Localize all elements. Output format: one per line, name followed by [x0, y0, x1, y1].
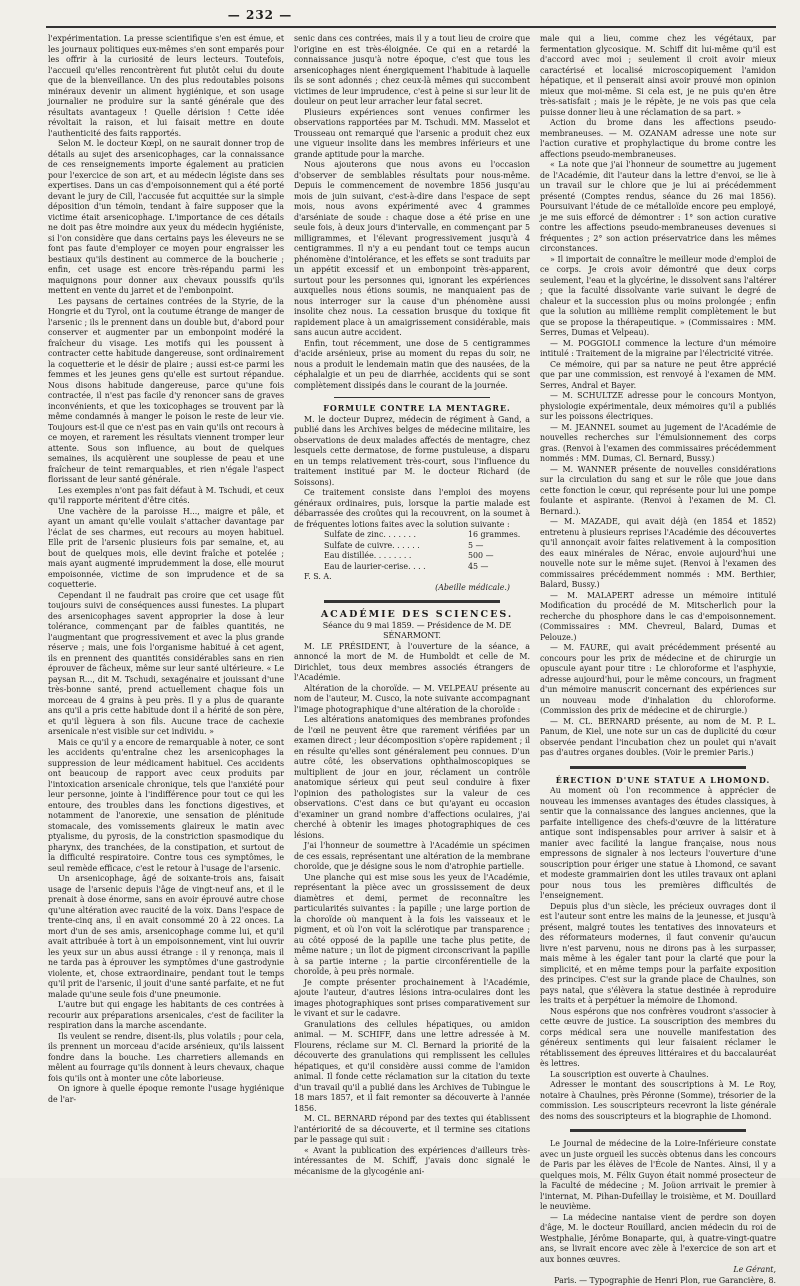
paragraph: Enfin, tout récemment, une dose de 5 centigrammes d'acide arsénieux, prise au moment du repas du soir, ne nous a produit le lendemain matin que des nausées, de la céphalalgie et un peu de diarrhée, accidents qui se sont complètement dissipés dans le courant de la journée. [294, 339, 530, 392]
recipe-row [294, 562, 530, 573]
paragraph: — M. SCHULTZE adresse pour le concours Montyon, physiologie expérimentale, deux mémoires qu'il a publiés sur les poissons électriques. [540, 391, 776, 423]
recipe-ingredient: Eau de laurier-cerise. . . . [324, 562, 426, 573]
paragraph: Selon M. le docteur Kœpl, on ne saurait donner trop de détails au sujet des arsenicophages, car la connaissance de ces renseignements importe également au praticien pour l'exercice de son art, et au médecin légiste dans ses expertises. Dans un cas d'empoisonnement qui a été porté devant le jury de Cill, l'accusée fut acquittée sur la simple déposition d'un témoin, tendant à faire supposer que la victime était arsenicophage. L'importance de ces détails ne doit pas être moindre aux yeux du médecin hygiéniste, si l'on considère que dans certains pays les éleveurs ne se font pas faute d'employer ce moyen pour engraisser les bestiaux qu'ils destinent au commerce de la boucherie ; enfin, cet usage est encore très-répandu parmi les maquignons pour donner aux chevaux poussifs qu'ils mettent en vente du jarret et de l'embonpoint. [48, 139, 284, 297]
paragraph: » Il importait de connaître le meilleur mode d'emploi de ce corps. Je crois avoir démontré que deux corps seulement, l'eau et la glycérine, le dissolvent sans l'altérer ; que la faculté dissolvante varie suivant le degré de chaleur et la succession plus ou moins prolongée ; enfin que la solution au millième remplit complètement le but que se propose la thérapeutique. » (Commissaires : MM. Serres, Dumas et Velpeau). [540, 255, 776, 339]
recipe-row [294, 541, 530, 552]
paragraph: Une vachère de la paroisse H..., maigre et pâle, et ayant un amant qu'elle voulait s'attacher davantage par l'éclat de ses charmes, eut recours au moyen habituel. Elle prit de l'arsenic plusieurs fois par semaine, et, au bout de quelques mois, elle devint fraîche et potelée ; mais ayant augmenté imprudemment la dose, elle mourut empoisonnée, victime de son imprudence et de sa coquetterie. [48, 507, 284, 591]
paragraph: L'autre but qui engage les habitants de ces contrées à recourir aux préparations arsenicales, c'est de faciliter la respiration dans la marche ascendante. [48, 1000, 284, 1032]
paragraph: Le Journal de médecine de la Loire-Inférieure constate avec un juste orgueil les succès obtenus dans les concours de Paris par les élèves de l'École de Nantes. Ainsi, il y a quelques mois, M. Félix Guyon était nommé prosecteur de la Faculté de médecine ; M. Joüon arrivait le premier à l'internat, M. Pihan-Dufeillay le troisième, et M. Douillard le neuvième. [540, 1139, 776, 1213]
paragraph: — M. CL. BERNARD présente, au nom de M. P. L. Panum, de Kiel, une note sur un cas de duplicité du cœur observée pendant l'incubation chez un poulet qui n'avait pas d'autres organes doubles. (Voir le premier Paris.) [540, 717, 776, 759]
paragraph: Ce traitement consiste dans l'emploi des moyens généraux ordinaires, puis, lorsque la partie malade est débarrassée des croûtes qui la recouvrent, on la soumet à de fréquentes lotions faites avec la solution suivante : [294, 488, 530, 530]
paragraph: M. LE PRÉSIDENT, à l'ouverture de la séance, a annoncé la mort de M. de Humboldt et celle de M. Dirichlet, tous deux membres associés étrangers de l'Académie. [294, 642, 530, 684]
session-line: Séance du 9 mai 1859. — Présidence de M. DE SÉNARMONT. [294, 621, 530, 642]
imprint-line: Paris. — Typographie de Henri Plon, rue Garancière, 8. [540, 1276, 776, 1286]
paragraph: On ignore à quelle époque remonte l'usage hygiénique de l'ar- [48, 1084, 284, 1105]
recipe-ingredient: Sulfate de zinc. . . . . . . [324, 530, 416, 541]
paragraph: — M. WANNER présente de nouvelles considérations sur la circulation du sang et sur le rôle que joue dans cette fonction le cœur, qui représente pour lui une pompe foulante et aspirante. (Renvoi à l'examen de M. Cl. Bernard.). [540, 465, 776, 518]
paragraph: « La note que j'ai l'honneur de soumettre au jugement de l'Académie, dit l'auteur dans la lettre d'envoi, se lie à un travail sur le chlore que je lui ai précédemment présenté (Comptes rendus, séance du 26 mai 1856). Poursuivant l'étude de ce métalloïde encore peu employé, je me suis efforcé de démontrer : 1° son action curative contre les affections pseudo-membraneuses devenues si fréquentes ; 2° son action préservatrice dans les mêmes circonstances. [540, 160, 776, 255]
paragraph: Je compte présenter prochainement à l'Académie, ajoute l'auteur, d'autres lésions intra-oculaires dont les images photographiques sont prises comparativement sur le vivant et sur le cadavre. [294, 978, 530, 1020]
paragraph: La souscription est ouverte à Chaulnes. [540, 1070, 776, 1081]
recipe-row [294, 530, 530, 541]
paragraph: M. le docteur Duprez, médecin de régiment à Gand, a publié dans les Archives belges de médecine militaire, les observations de deux malades affectés de mentagre, chez lesquels cette dermatose, de forme pustuleuse, a disparu en un temps relativement très-court, sous l'influence du traitement institué par M. le docteur Richard (de Soissons). [294, 415, 530, 489]
recipe-fsa: F. S. A. [294, 572, 530, 583]
paragraph: Nous espérons que nos confrères voudront s'associer à cette œuvre de justice. La souscription des membres du corps médical sera une nouvelle manifestation des généreux sentiments qui leur faisaient réclamer le rétablissement des épreuves littéraires et du baccalauréat ès lettres. [540, 1007, 776, 1070]
paragraph: Granulations des cellules hépatiques, ou amidon animal. — M. SCHIFF, dans une lettre adressée à M. Flourens, réclame sur M. Cl. Bernard la priorité de la découverte des granulations qui remplissent les cellules hépatiques, et qu'il considère aussi comme de l'amidon animal. Il fonde cette réclamation sur la citation du texte d'un travail qu'il a publié dans les Archives de Tubingue le 18 mars 1857, et il fait remonter sa découverte à l'année 1856. [294, 1020, 530, 1115]
paragraph: Une planche qui est mise sous les yeux de l'Académie, représentant la pièce avec un grossissement de deux diamètres et demi, permet de reconnaître les particularités suivantes : la papille ; une large portion de la choroïde où manquent à la fois les vaisseaux et le pigment, et où l'on voit la sclérotique par transparence ; au côté opposé de la papille une tache plus petite, de même nature ; un îlot de pigment circonscrivant la papille à sa partie interne ; la partie circonférentielle de la choroïde, à peu près normale. [294, 873, 530, 978]
paragraph: Depuis plus d'un siècle, les précieux ouvrages dont il est l'auteur sont entre les mains de la jeunesse, et jusqu'à présent, malgré toutes les tentatives des innovateurs et des réformateurs modernes, il faut convenir qu'aucun livre n'est parvenu, nous ne dirons pas à les surpasser, mais même à les égaler tant pour la clarté que pour la simplicité, et en même temps pour la parfaite exposition des principes. C'est sur la grande place de Chaulnes, son pays natal, que s'élèvera la statue destinée à reproduire les traits et à perpétuer la mémoire de Lhomond. [540, 902, 776, 1007]
paragraph: male qui a lieu, comme chez les végétaux, par fermentation glycosique. M. Schiff dit lui-même qu'il est d'accord avec moi ; seulement il croit avoir mieux caractérisé et localisé microscopiquement l'amidon hépatique, et il penserait ainsi avoir prouvé mon opinion mieux que moi-même. Si cela est, je ne puis qu'en être très-satisfait ; mais je le répète, je ne vois pas que cela puisse donner lieu à une réclamation de sa part. » [540, 34, 776, 118]
paragraph: Adresser le montant des souscriptions à M. Le Roy, notaire à Chaulnes, près Péronne (Somme), trésorier de la commission. Les souscripteurs recevront la liste générale des noms des souscripteurs et la biographie de Lhomond. [540, 1080, 776, 1122]
paragraph: M. CL. BERNARD répond par des textes qui établissent l'antériorité de sa découverte, et il termine ses citations par le passage qui suit : [294, 1114, 530, 1146]
column-2 [294, 34, 530, 1174]
paragraph: Plusieurs expériences sont venues confirmer les observations rapportées par M. Tschudi. MM. Masselot et Trousseau ont remarqué que l'arsenic a produit chez eux une vigueur insolite dans les membres inférieurs et une grande aptitude pour la marche. [294, 108, 530, 161]
section-heading-academie: ACADÉMIE DES SCIENCES. [294, 610, 530, 621]
paragraph: Les paysans de certaines contrées de la Styrie, de la Hongrie et du Tyrol, ont la coutume étrange de manger de l'arsenic ; ils le prennent dans un double but, d'abord pour conserver et augmenter par un embonpoint modéré la fraîcheur du visage. Les motifs qui les poussent à contracter cette habitude dangereuse, sont ordinairement la coquetterie et le désir de plaire ; aussi est-ce parmi les femmes et les jeunes gens qu'elle est surtout répandue. Nous disons habitude dangereuse, parce qu'une fois contractée, il n'est pas facile d'y renoncer sans de graves inconvénients, et que les toxicophages se trouvent par là même condamnés à manger le poison le reste de leur vie. Toujours est-il que ce n'est pas en vain qu'ils ont recours à ce moyen, et rarement les résultats viennent tromper leur attente. Sous son influence, au bout de quelques semaines, ils acquièrent une souplesse de peau et une fraîcheur de teint remarquables, et rien n'égale l'aspect florissant de leur santé générale. [48, 297, 284, 486]
paragraph: Nous ajouterons que nous avons eu l'occasion d'observer de semblables résultats pour nous-même. Depuis le commencement de novembre 1856 jusqu'au mois de juin suivant, c'est-à-dire dans l'espace de sept mois, nous avons expérimenté avec 4 grammes d'arséniate de soude : chaque dose a été prise en une seule fois, à deux jours d'intervalle, en commençant par 5 milligrammes, et l'élevant progressivement jusqu'à 4 centigrammes. Il n'y a eu pendant tout ce temps aucun phénomène d'intolérance, et les effets se sont traduits par un appétit excessif et un embonpoint très-apparent, surtout pour les personnes qui, ignorant les expériences auxquelles nous étions soumis, ne manquaient pas de nous interroger sur la cause d'un phénomène aussi insolite chez nous. La cessation brusque du toxique fit rapidement place à un amaigrissement considérable, mais sans aucun autre accident. [294, 160, 530, 339]
paragraph: Ils veulent se rendre, disent-ils, plus volatils ; pour cela, ils prennent un morceau d'acide arsénieux, qu'ils laissent fondre dans la bouche. Les charretiers allemands en mêlent au fourrage qu'ils donnent à leurs chevaux, chaque fois qu'ils ont à monter une côte laborieuse. [48, 1032, 284, 1085]
paragraph: Mais ce qu'il y a encore de remarquable à noter, ce sont les accidents qu'entraîne chez les arsenicophages la suppression de leur médicament habituel. Ces accidents ont beaucoup de rapport avec ceux produits par l'intoxication arsenicale chronique, tels que l'anxiété pour leur personne, jointe à l'indifférence pour tout ce qui les entoure, des troubles dans les fonctions digestives, et notamment de l'anorexie, une sensation de plénitude stomacale, des vomissements glaireux le matin avec ptyalisme, du pyrosis, de la constriction spasmodique du pharynx, des tranchées, de la constipation, et surtout de la difficulté respiratoire. Contre tous ces symptômes, le seul remède efficace, c'est le retour à l'usage de l'arsenic. [48, 738, 284, 875]
paragraph: Cependant il ne faudrait pas croire que cet usage fût toujours suivi de conséquences aussi funestes. La plupart des arsenicophages savent approprier la dose à leur tolérance, commençant par de faibles quantités, ne l'augmentant que progressivement et avec la plus grande réserve ; mais, une fois l'organisme habitué à cet agent, ils en prennent des quantités considérables sans en rien éprouver de fâcheux, même sur leur santé ultérieure. « Le paysan R..., dit M. Tschudi, sexagénaire et jouissant d'une très-bonne santé, prend actuellement chaque fois un morceau de 4 grains à peu près. Il y a plus de quarante ans qu'il a pris cette habitude dont il a hérité de son père, et qu'il lèguera à son fils. Aucune trace de cachexie arsenicale n'est visible sur cet individu. » [48, 591, 284, 738]
paragraph: Au moment où l'on recommence à apprécier de nouveau les immenses avantages des études classiques, à sentir que la connaissance des langues anciennes, que la parfaite intelligence des chefs-d'œuvre de la littérature antique sont indispensables pour arriver à saisir et à manier avec facilité la langue française, nous nous empressons de signaler à nos lecteurs l'ouverture d'une souscription pour ériger une statue à Lhomond, ce savant et modeste grammairien dont les utiles travaux ont aplani pour nous tous les premières difficultés de l'enseignement. [540, 786, 776, 902]
recipe-row [294, 551, 530, 562]
section-divider [324, 600, 500, 603]
recipe-quantity: 500 — [468, 551, 524, 562]
paragraph: Altération de la choroïde. — M. VELPEAU présente au nom de l'auteur, M. Cusco, la note suivante accompagnant l'image photographique d'une altération de la choroïde : [294, 684, 530, 716]
recipe-ingredient: Sulfate de cuivre. . . . . . [324, 541, 420, 552]
paragraph: — M. JEANNEL soumet au jugement de l'Académie de nouvelles recherches sur l'émulsionnement des corps gras. (Renvoi à l'examen des commissaires précédemment nommés : MM. Dumas, Cl. Bernard, Bussy.) [540, 423, 776, 465]
section-heading-statue: ÉRECTION D'UNE STATUE A LHOMOND. [540, 776, 776, 787]
paragraph: Les altérations anatomiques des membranes profondes de l'œil ne peuvent être que rarement vérifiées par un examen direct ; leur décomposition s'opère rapidement ; il en résulte qu'elles sont généralement peu connues. D'un autre côté, les observations ophthalmoscopiques se multiplient de jour en jour, réclament un contrôle anatomique sérieux qui peut seul conduire à fixer l'opinion des pathologistes sur la valeur de ces observations. C'est dans ce but qu'ayant eu occasion d'examiner un grand nombre d'affections oculaires, j'ai cherché à obtenir les images photographiques de ces lésions. [294, 715, 530, 841]
paragraph: — M. MALAPERT adresse un mémoire intitulé Modification du procédé de M. Mitscherlich pour la recherche du phosphore dans le cas d'empoisonnement. (Commissaires : MM. Chevreul, Balard, Dumas et Pelouze.) [540, 591, 776, 644]
paragraph: Un arsenicophage, âgé de soixante-trois ans, faisait usage de l'arsenic depuis l'âge de vingt-neuf ans, et il le prenait à dose énorme, sans en avoir éprouvé autre chose qu'une altération avec raucité de la voix. Dans l'espace de trente-cinq ans, il en avait consommé 20 à 22 onces. La mort d'un de ses amis, arsenicophage comme lui, et qu'il avait attribuée à tort à un empoisonnement, vint lui ouvrir les yeux sur un abus aussi étrange : il y renonça, mais il ne tarda pas à éprouver les symptômes d'une gastrodynie violente, et, chose extraordinaire, pendant tout le temps qu'il prit de l'arsenic, il jouit d'une santé parfaite, et ne fut malade qu'une seule fois d'une pneumonie. [48, 874, 284, 1000]
paragraph: — M. FAURE, qui avait précédemment présenté au concours pour les prix de médecine et de chirurgie un opuscule ayant pour titre : Le chloroforme et l'asphyxie, adresse aujourd'hui, pour le même concours, un fragment d'un mémoire manuscrit concernant des expériences sur un nouveau mode d'inhalation du chloroforme. (Commission des prix de médecine et de chirurgie.) [540, 643, 776, 717]
paragraph: Ce mémoire, qui par sa nature ne peut être apprécié que par une commission, est renvoyé à l'examen de MM. Serres, Andral et Bayer. [540, 360, 776, 392]
section-divider [570, 766, 746, 769]
paragraph: J'ai l'honneur de soumettre à l'Académie un spécimen de ces essais, représentant une altération de la membrane choroïde, que je désigne sous le nom d'atrophie partielle. [294, 841, 530, 873]
paragraph: — M. MAZADE, qui avait déjà (en 1854 et 1852) entretenu à plusieurs reprises l'Académie des découvertes qu'il annonçait avoir faites relativement à la composition des eaux minérales de Nérac, envoie aujourd'hui une nouvelle note sur le même sujet. (Renvoi à l'examen des commissaires précédemment nommés : MM. Berthier, Balard, Bussy.) [540, 517, 776, 591]
paragraph: « Avant la publication des expériences d'ailleurs très-intéressantes de M. Schiff, j'avais donc signalé le mécanisme de la glycogénie ani- [294, 1146, 530, 1178]
recipe-quantity: 5 — [468, 541, 524, 552]
recipe-ingredient: Eau distillée. . . . . . . . [324, 551, 411, 562]
page-number: — 232 — [0, 8, 520, 22]
paragraph: Les exemples n'ont pas fait défaut à M. Tschudi, et ceux qu'il rapporte méritent d'être cités. [48, 486, 284, 507]
recipe-quantity: 45 — [468, 562, 524, 573]
paragraph: — La médecine nantaise vient de perdre son doyen d'âge, M. le docteur Rouillard, ancien médecin du roi de Westphalie, Jérôme Bonaparte, qui, à quatre-vingt-quatre ans, se livrait encore avec zèle à l'exercice de son art et aux bonnes œuvres. [540, 1213, 776, 1266]
paragraph: senic dans ces contrées, mais il y a tout lieu de croire que l'origine en est très-éloignée. Ce qui en a retardé la connaissance jusqu'à notre époque, c'est que tous les arsenicophages nient énergiquement l'habitude à laquelle ils se sont adonnés ; chez ceux-là mêmes qui succombent victimes de leur imprudence, c'est à peine si sur leur lit de douleur on peut leur arracher leur fatal secret. [294, 34, 530, 108]
paragraph: — M. POGGIOLI commence la lecture d'un mémoire intitulé : Traitement de la migraine par l'électricité vitrée. [540, 339, 776, 360]
section-heading-formule: FORMULE CONTRE LA MENTAGRE. [294, 404, 530, 415]
section-divider [570, 1129, 746, 1132]
column-3 [540, 34, 776, 1174]
recipe-quantity: 16 grammes. [468, 530, 524, 541]
paragraph: l'expérimentation. La presse scientifique s'en est émue, et les journaux politiques eux-mêmes s'en sont emparés pour les offrir à la curiosité de leurs lecteurs. Toutefois, l'accueil qu'elles rencontrèrent fut plutôt celui du doute que de la bienveillance. Un des plus redoutables poisons minéraux devenir un aliment hygiénique, et son usage journalier ne produire sur la santé générale que des résultats avantageux ! Quelle dérision ! Cette idée révoltait la raison, et lui faisait mettre en doute l'authenticité des faits rapportés. [48, 34, 284, 139]
signature: Le Gérant, [540, 1265, 776, 1276]
section-divider [334, 397, 490, 398]
top-rule [46, 26, 776, 28]
column-1 [48, 34, 284, 1174]
source-citation: (Abeille médicale.) [294, 583, 530, 594]
paragraph: Action du brome dans les affections pseudo-membraneuses. — M. OZANAM adresse une note sur l'action curative et prophylactique du brome contre les affections pseudo-membraneuses. [540, 118, 776, 160]
